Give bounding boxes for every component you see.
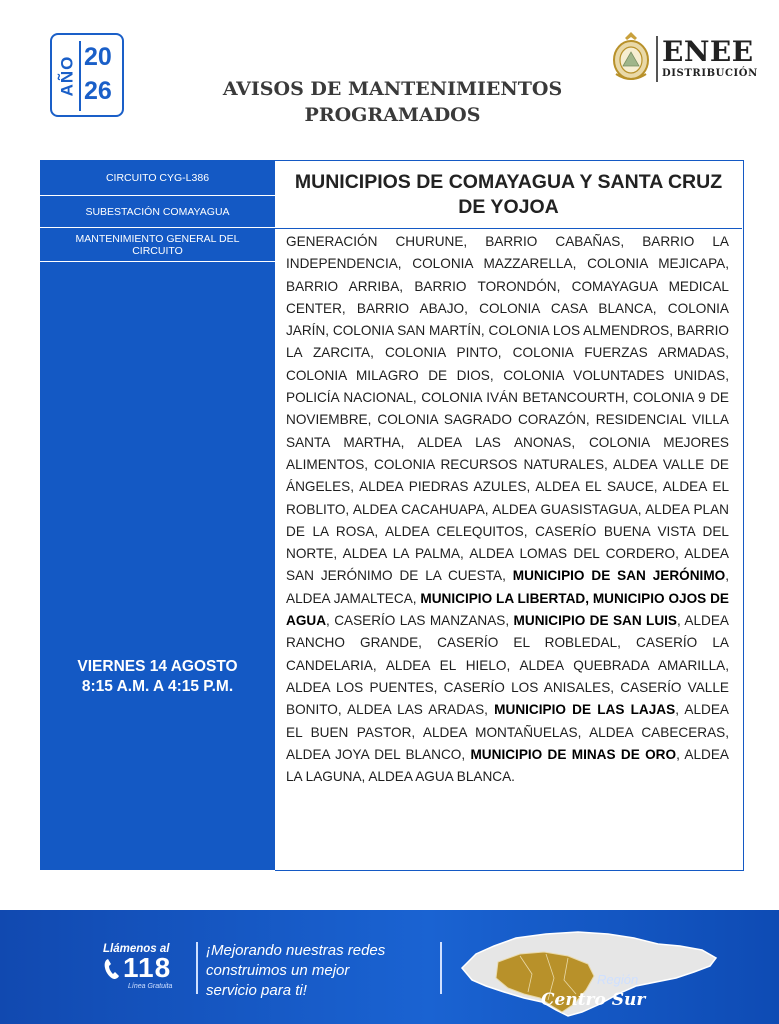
schedule-date: VIERNES 14 AGOSTO <box>77 658 238 675</box>
municipality-highlight: MUNICIPIO DE SAN JERÓNIMO <box>512 568 726 584</box>
hotline-caption: Línea Gratuita <box>128 983 173 990</box>
year-digits-bottom: 26 <box>84 77 112 105</box>
municipality-highlight: MUNICIPIO DE SAN LUIS <box>513 613 677 629</box>
schedule <box>40 657 275 697</box>
logo-name: ENEE <box>662 35 754 68</box>
places-segment: , ALDEA LA LAGUNA, ALDEA AGUA BLANCA. <box>286 746 729 785</box>
places-segment: , ALDEA JAMALTECA, <box>286 568 729 606</box>
coat-of-arms-icon <box>608 30 654 84</box>
places-segment: GENERACIÓN CHURUNE, BARRIO CABAÑAS, BARRIO LA INDEPENDENCIA, COLONIA MAZZARELLA, COLONIA MEJICAPA, BARRIO ARRIBA, BARRIO TORONDÓN, COMAYAGUA MEDICAL CENTER, BARRIO ABAJO, COLONIA CASA BLANCA, COLONIA JARÍN, COLONIA SAN MARTÍN, COLONIA LOS ALMENDROS, BARRIO LA ZARCITA, COLONIA PINTO, COLONIA FUERZAS ARMADAS, COLONIA MILAGRO DE DIOS, COLONIA VOLUNTADES UNIDAS, POLICÍA NACIONAL, COLONIA IVÁN BETANCOURTH, COLONIA 9 DE NOVIEMBRE, COLONIA SAGRADO CORAZÓN, RESIDENCIAL VILLA SANTA MARTHA, ALDEA LAS ANONAS, COLONIA MEJORES ALIMENTOS, COLONIA RECURSOS NATURALES, ALDEA VALLE DE ÁNGELES, ALDEA PIEDRAS AZULES, ALDEA EL SAUCE, ALDEA EL ROBLITO, ALDEA CACAHUAPA, ALDEA GUASISTAGUA, ALDEA PLAN DE LA ROSA, ALDEA CELEQUITOS, CASERÍO BUENA VISTA DEL NORTE, ALDEA LA PALMA, ALDEA LOMAS DEL CORDERO, ALDEA SAN JERÓNIMO DE LA CUESTA, <box>286 234 729 584</box>
title-line-1: AVISOS DE MANTENIMIENTOS <box>222 78 563 100</box>
schedule-time: 8:15 A.M. A 4:15 P.M. <box>81 678 234 695</box>
phone-icon <box>104 958 120 980</box>
slogan-line-3: servicio para ti! <box>206 982 307 999</box>
year-divider <box>79 41 81 111</box>
year-digits-top: 20 <box>84 43 112 71</box>
page-title <box>190 76 595 128</box>
region-name: Centro Sur <box>541 990 646 1010</box>
year-label: AÑO <box>57 55 76 97</box>
slogan <box>206 941 385 1001</box>
municipalities-title: MUNICIPIOS DE COMAYAGUA Y SANTA CRUZ DE YOJOA <box>275 161 742 229</box>
footer-banner <box>0 910 779 1024</box>
affected-areas-panel <box>275 160 744 871</box>
logo-subtitle: DISTRIBUCIÓN <box>662 68 758 79</box>
places-segment: , ALDEA EL BUEN PASTOR, ALDEA MONTAÑUELAS, ALDEA CABECERAS, ALDEA JOYA DEL BLANCO, <box>286 702 729 762</box>
info-column <box>40 160 275 870</box>
places-segment: , CASERÍO LAS MANZANAS, <box>326 613 514 629</box>
affected-places-list <box>286 231 729 788</box>
municipality-highlight: MUNICIPIO DE LAS LAJAS <box>494 702 676 718</box>
maintenance-type-label: MANTENIMIENTO GENERAL DEL CIRCUITO <box>40 228 275 262</box>
footer-divider <box>196 942 198 994</box>
title-line-2: PROGRAMADOS <box>304 104 481 126</box>
region-label: Región <box>597 972 639 987</box>
substation-label: SUBESTACIÓN COMAYAGUA <box>40 196 275 228</box>
municipality-highlight: MUNICIPIO LA LIBERTAD, MUNICIPIO OJOS DE AGUA <box>286 590 729 629</box>
municipality-highlight: MUNICIPIO DE MINAS DE ORO <box>470 746 677 762</box>
logo-divider <box>656 36 658 82</box>
hotline-number: 118 <box>123 952 172 983</box>
slogan-line-2: construimos un mejor <box>206 962 350 979</box>
year-badge <box>50 33 124 117</box>
call-label: Llámenos al <box>103 943 170 955</box>
slogan-line-1: ¡Mejorando nuestras redes <box>206 942 386 959</box>
places-segment: , ALDEA RANCHO GRANDE, CASERÍO EL ROBLEDAL, CASERÍO LA CANDELARIA, ALDEA EL HIELO, ALDEA QUEBRADA AMARILLA, ALDEA LOS PUENTES, CASERÍO LOS ANISALES, CASERÍO VALLE BONITO, ALDEA LAS ARADAS, <box>286 613 729 718</box>
circuit-label: CIRCUITO CYG-L386 <box>40 160 275 196</box>
footer-divider <box>440 942 442 994</box>
